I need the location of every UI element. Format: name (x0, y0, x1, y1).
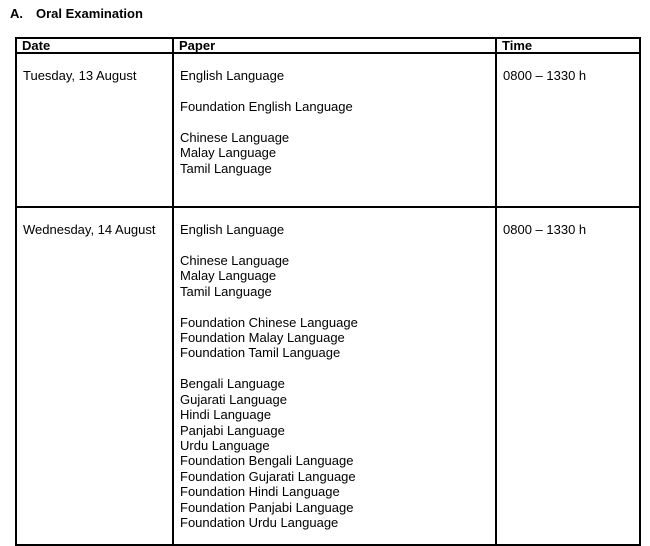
paper-item: Malay Language (180, 145, 277, 161)
exam-schedule-table (15, 37, 641, 546)
paper-item: English Language (180, 222, 285, 237)
section-title: Oral Examination (36, 6, 143, 21)
paper-group (180, 253, 489, 299)
paper-group (180, 315, 489, 361)
paper-cell (173, 207, 496, 545)
date-cell: Wednesday, 14 August (16, 207, 173, 545)
paper-item: Tamil Language (180, 283, 272, 299)
paper-item: Foundation Malay Language (180, 330, 345, 346)
paper-group (180, 222, 489, 237)
header-time: Time (496, 38, 640, 53)
paper-group (180, 68, 489, 83)
paper-item: English Language (180, 68, 285, 83)
paper-cell (173, 53, 496, 207)
date-cell: Tuesday, 13 August (16, 53, 173, 207)
header-paper: Paper (173, 38, 496, 53)
table-row (16, 53, 640, 207)
paper-item: Foundation English Language (180, 98, 353, 114)
section-heading (10, 6, 143, 21)
paper-item: Tamil Language (180, 160, 272, 176)
paper-item: Panjabi Language (180, 422, 285, 438)
paper-item: Foundation Bengali Language (180, 453, 354, 469)
paper-item: Foundation Hindi Language (180, 484, 340, 500)
time-cell: 0800 – 1330 h (496, 53, 640, 207)
paper-item: Urdu Language (180, 437, 270, 453)
time-cell: 0800 – 1330 h (496, 207, 640, 545)
paper-item: Malay Language (180, 268, 277, 284)
paper-item: Foundation Urdu Language (180, 515, 339, 530)
paper-group (180, 376, 489, 530)
paper-item: Chinese Language (180, 252, 290, 268)
paper-item: Foundation Tamil Language (180, 345, 341, 361)
header-row (16, 38, 640, 53)
paper-item: Gujarati Language (180, 391, 287, 407)
paper-item: Bengali Language (180, 376, 285, 392)
paper-item: Foundation Gujarati Language (180, 468, 356, 484)
paper-item: Hindi Language (180, 407, 272, 423)
section-letter: A. (10, 6, 23, 21)
paper-group (180, 99, 489, 114)
paper-group (180, 130, 489, 176)
table-row (16, 207, 640, 545)
paper-item: Foundation Panjabi Language (180, 499, 354, 515)
paper-item: Foundation Chinese Language (180, 314, 358, 330)
header-date: Date (16, 38, 173, 53)
paper-item: Chinese Language (180, 129, 290, 145)
